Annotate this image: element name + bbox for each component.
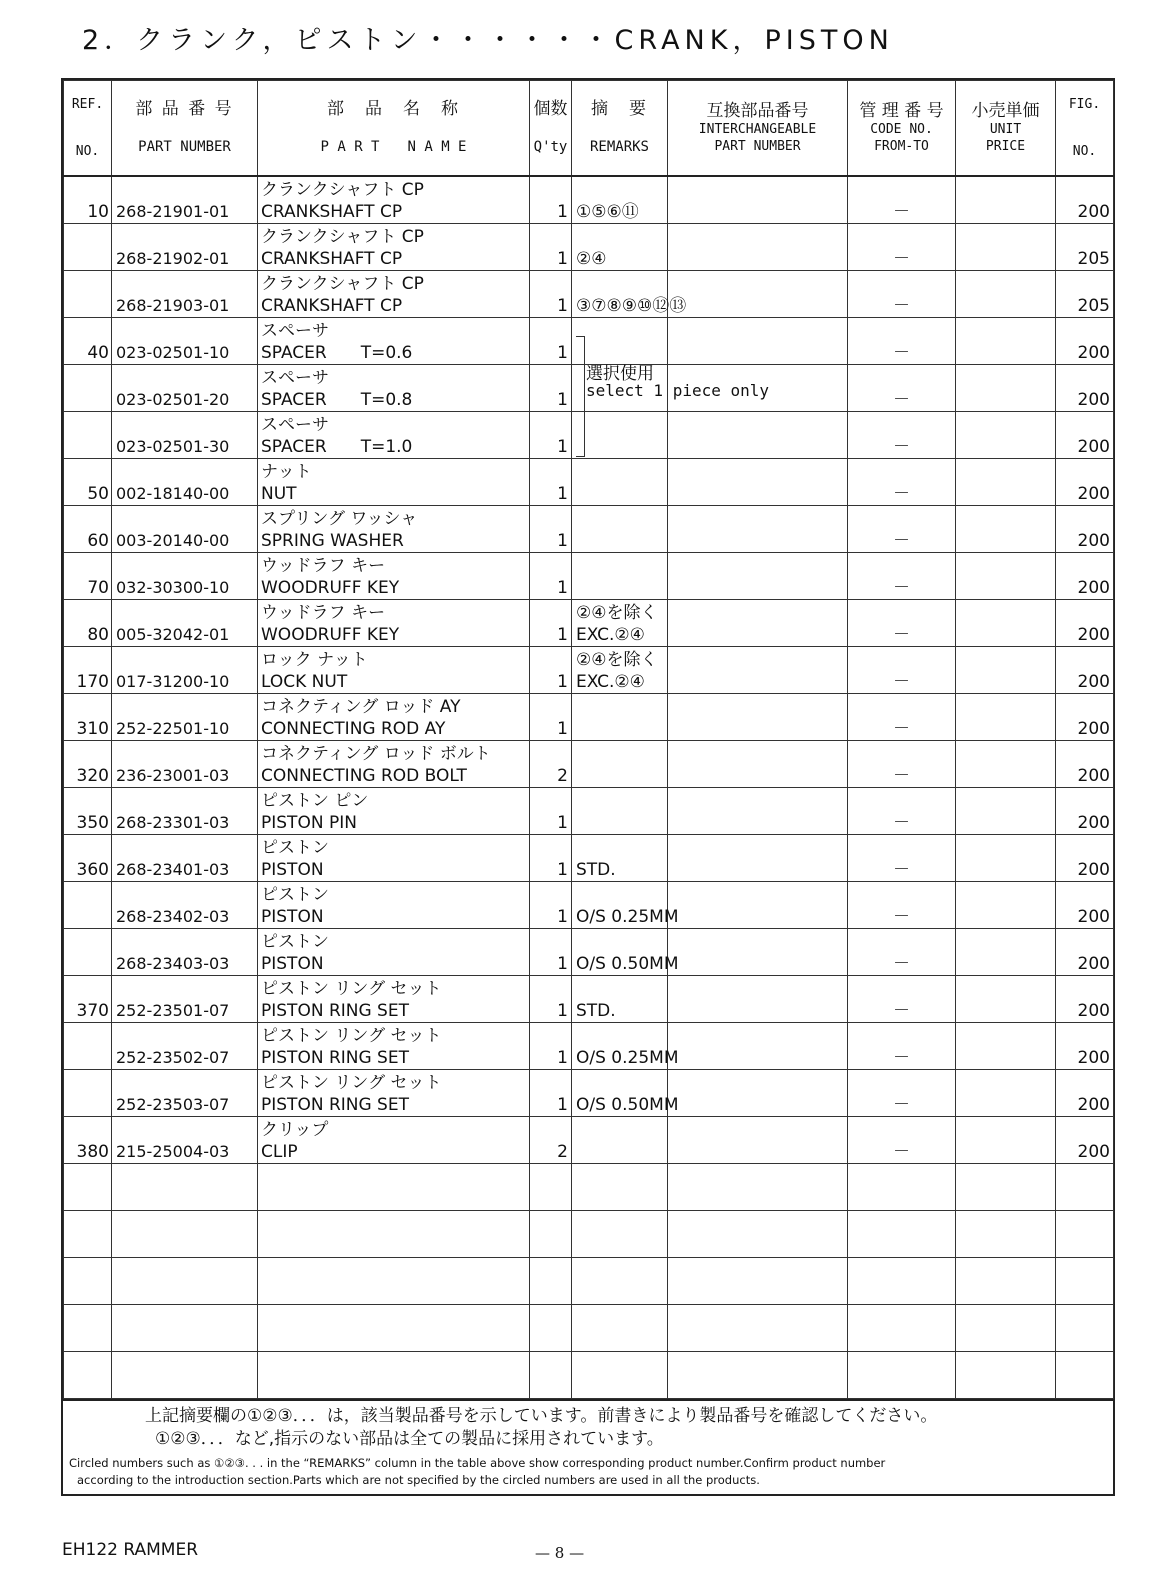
part-name-cell: スペーサ SPACER T=0.8 — [258, 365, 530, 412]
price-cell — [956, 318, 1056, 365]
part-number-cell: 005-32042-01 — [112, 600, 258, 647]
part-name-cell: ナット NUT — [258, 459, 530, 506]
ref-cell: 50 — [64, 459, 112, 506]
table-row — [64, 882, 1114, 929]
fig-cell: 200 — [1056, 412, 1114, 459]
interchangeable-cell — [668, 694, 848, 741]
empty-cell — [956, 1305, 1056, 1352]
empty-cell — [530, 1211, 572, 1258]
empty-cell — [956, 1352, 1056, 1399]
part-name-cell: ピストン ピン PISTON PIN — [258, 788, 530, 835]
price-cell — [956, 553, 1056, 600]
table-row — [64, 647, 1114, 694]
remarks-cell: O/S 0.50MM — [572, 1070, 668, 1117]
page-title: 2．クランク，ピストン・・・・・・CRANK，PISTON — [82, 25, 894, 56]
empty-cell — [64, 1211, 112, 1258]
interchangeable-cell — [668, 647, 848, 694]
empty-cell — [530, 1305, 572, 1352]
remarks-cell — [572, 694, 668, 741]
empty-cell — [572, 1164, 668, 1211]
empty-cell — [258, 1164, 530, 1211]
fig-cell: 205 — [1056, 271, 1114, 318]
fig-cell: 200 — [1056, 1117, 1114, 1164]
part-number-cell: 003-20140-00 — [112, 506, 258, 553]
header-qty: 個数 Q'ty — [530, 81, 572, 177]
fig-cell: 200 — [1056, 176, 1114, 224]
remarks-cell — [572, 553, 668, 600]
empty-cell — [668, 1352, 848, 1399]
table-row — [64, 318, 1114, 365]
interchangeable-cell — [668, 224, 848, 271]
table-row — [64, 365, 1114, 412]
qty-cell: 1 — [530, 412, 572, 459]
empty-cell — [848, 1258, 956, 1305]
ref-cell — [64, 882, 112, 929]
qty-cell: 1 — [530, 882, 572, 929]
qty-cell: 1 — [530, 835, 572, 882]
part-number-cell: 017-31200-10 — [112, 647, 258, 694]
header-unit-price: 小売単価 UNIT PRICE — [956, 81, 1056, 177]
qty-cell: 1 — [530, 976, 572, 1023]
empty-cell — [258, 1211, 530, 1258]
part-name-cell: スペーサ SPACER T=1.0 — [258, 412, 530, 459]
fig-cell: 200 — [1056, 741, 1114, 788]
header-interchangeable: 互換部品番号 INTERCHANGEABLE PART NUMBER — [668, 81, 848, 177]
empty-cell — [572, 1211, 668, 1258]
table-row — [64, 788, 1114, 835]
part-number-cell: 268-23401-03 — [112, 835, 258, 882]
remarks-cell: O/S 0.50MM — [572, 929, 668, 976]
fig-cell: 200 — [1056, 365, 1114, 412]
fig-cell: 200 — [1056, 976, 1114, 1023]
ref-cell: 360 — [64, 835, 112, 882]
interchangeable-cell — [668, 1023, 848, 1070]
price-cell — [956, 929, 1056, 976]
table-row — [64, 600, 1114, 647]
part-number-cell: 252-23503-07 — [112, 1070, 258, 1117]
empty-cell — [572, 1305, 668, 1352]
header-part-number: 部 品 番 号 PART NUMBER — [112, 81, 258, 177]
qty-cell: 1 — [530, 365, 572, 412]
ref-cell — [64, 412, 112, 459]
code-cell: － — [848, 318, 956, 365]
empty-cell — [258, 1258, 530, 1305]
remarks-cell — [572, 741, 668, 788]
ref-cell: 370 — [64, 976, 112, 1023]
part-name-cell: ピストン リング セット PISTON RING SET — [258, 1070, 530, 1117]
code-cell: － — [848, 600, 956, 647]
part-name-cell: ウッドラフ キー WOODRUFF KEY — [258, 553, 530, 600]
empty-cell — [956, 1164, 1056, 1211]
part-name-cell: ピストン リング セット PISTON RING SET — [258, 1023, 530, 1070]
page-number: — 8 — — [535, 1544, 585, 1562]
part-number-cell: 268-21901-01 — [112, 176, 258, 224]
fig-cell: 200 — [1056, 788, 1114, 835]
table-row — [64, 224, 1114, 271]
empty-cell — [1056, 1258, 1114, 1305]
ref-cell: 10 — [64, 176, 112, 224]
part-number-cell: 268-21903-01 — [112, 271, 258, 318]
code-cell: － — [848, 1070, 956, 1117]
header-remarks: 摘 要 REMARKS — [572, 81, 668, 177]
empty-cell — [112, 1258, 258, 1305]
code-cell: － — [848, 1117, 956, 1164]
ref-cell: 70 — [64, 553, 112, 600]
interchangeable-cell — [668, 788, 848, 835]
ref-cell: 80 — [64, 600, 112, 647]
ref-cell — [64, 271, 112, 318]
header-ref: REF. NO. — [64, 81, 112, 177]
header-code-no: 管 理 番 号 CODE NO. FROM-TO — [848, 81, 956, 177]
spacer-note-en: select 1 piece only — [586, 381, 770, 400]
part-number-cell: 023-02501-10 — [112, 318, 258, 365]
table-row — [64, 835, 1114, 882]
table-row — [64, 741, 1114, 788]
parts-table — [63, 80, 1114, 1399]
table-row — [64, 459, 1114, 506]
part-number-cell: 268-23301-03 — [112, 788, 258, 835]
part-name-cell: スペーサ SPACER T=0.6 — [258, 318, 530, 365]
qty-cell: 1 — [530, 553, 572, 600]
qty-cell: 1 — [530, 1023, 572, 1070]
part-number-cell: 002-18140-00 — [112, 459, 258, 506]
table-row — [64, 271, 1114, 318]
empty-cell — [258, 1305, 530, 1352]
table-row — [64, 694, 1114, 741]
code-cell: － — [848, 741, 956, 788]
ref-cell — [64, 365, 112, 412]
part-number-cell: 023-02501-30 — [112, 412, 258, 459]
fig-cell: 200 — [1056, 882, 1114, 929]
code-cell: － — [848, 788, 956, 835]
remarks-cell — [572, 506, 668, 553]
table-row — [64, 176, 1114, 224]
remarks-cell — [572, 364, 770, 412]
empty-cell — [112, 1352, 258, 1399]
interchangeable-cell — [668, 318, 848, 365]
price-cell — [956, 1117, 1056, 1164]
empty-row — [64, 1352, 1114, 1399]
remarks-cell: STD. — [572, 976, 668, 1023]
empty-row — [64, 1164, 1114, 1211]
price-cell — [956, 694, 1056, 741]
interchangeable-cell — [668, 882, 848, 929]
empty-cell — [1056, 1211, 1114, 1258]
price-cell — [956, 741, 1056, 788]
part-number-cell: 268-23403-03 — [112, 929, 258, 976]
interchangeable-cell — [668, 553, 848, 600]
price-cell — [956, 459, 1056, 506]
parts-table-frame — [61, 78, 1115, 1496]
code-cell: － — [848, 976, 956, 1023]
qty-cell: 1 — [530, 647, 572, 694]
interchangeable-cell — [668, 412, 848, 459]
ref-cell: 40 — [64, 318, 112, 365]
price-cell — [956, 835, 1056, 882]
code-cell: － — [848, 176, 956, 224]
part-number-cell: 032-30300-10 — [112, 553, 258, 600]
part-name-cell: クランクシャフト CP CRANKSHAFT CP — [258, 271, 530, 318]
qty-cell: 1 — [530, 271, 572, 318]
qty-cell: 1 — [530, 929, 572, 976]
table-row — [64, 1117, 1114, 1164]
part-name-cell: ピストン PISTON — [258, 882, 530, 929]
part-name-cell: ロック ナット LOCK NUT — [258, 647, 530, 694]
code-cell: － — [848, 271, 956, 318]
empty-cell — [848, 1164, 956, 1211]
fig-cell: 200 — [1056, 835, 1114, 882]
part-name-cell: クリップ CLIP — [258, 1117, 530, 1164]
ref-cell — [64, 1070, 112, 1117]
spacer-note-ja: 選択使用 — [586, 364, 654, 384]
ref-cell — [64, 1023, 112, 1070]
remarks-cell — [572, 318, 668, 365]
remarks-cell: ②④を除く EXC.②④ — [572, 600, 668, 647]
header-part-name: 部 品 名 称 P A R T N A M E — [258, 81, 530, 177]
price-cell — [956, 506, 1056, 553]
code-cell: － — [848, 365, 956, 412]
interchangeable-cell — [668, 600, 848, 647]
empty-cell — [848, 1352, 956, 1399]
part-number-cell: 268-21902-01 — [112, 224, 258, 271]
empty-cell — [668, 1211, 848, 1258]
code-cell: － — [848, 1023, 956, 1070]
empty-cell — [668, 1258, 848, 1305]
empty-cell — [572, 1352, 668, 1399]
interchangeable-cell — [668, 976, 848, 1023]
part-number-cell: 252-23501-07 — [112, 976, 258, 1023]
remarks-cell: ②④ — [572, 224, 668, 271]
empty-row — [64, 1258, 1114, 1305]
empty-cell — [572, 1258, 668, 1305]
empty-cell — [64, 1352, 112, 1399]
code-cell: － — [848, 835, 956, 882]
empty-cell — [668, 1305, 848, 1352]
code-cell: － — [848, 412, 956, 459]
empty-cell — [112, 1211, 258, 1258]
code-cell: － — [848, 647, 956, 694]
footer-note-en-2: according to the introduction section.Parts which are not specified by the circled numbers are used in all the products. — [77, 1473, 760, 1487]
interchangeable-cell — [668, 1070, 848, 1117]
qty-cell: 1 — [530, 694, 572, 741]
table-body — [64, 176, 1114, 1399]
ref-cell: 350 — [64, 788, 112, 835]
remarks-cell — [572, 412, 668, 459]
remarks-cell — [572, 1117, 668, 1164]
part-number-cell: 215-25004-03 — [112, 1117, 258, 1164]
fig-cell: 200 — [1056, 553, 1114, 600]
qty-cell: 1 — [530, 788, 572, 835]
price-cell — [956, 412, 1056, 459]
ref-cell — [64, 929, 112, 976]
fig-cell: 200 — [1056, 929, 1114, 976]
fig-cell: 200 — [1056, 506, 1114, 553]
part-name-cell: コネクティング ロッド AY CONNECTING ROD AY — [258, 694, 530, 741]
empty-cell — [112, 1305, 258, 1352]
remarks-cell: ①⑤⑥⑪ — [572, 176, 668, 224]
code-cell: － — [848, 459, 956, 506]
fig-cell: 200 — [1056, 1023, 1114, 1070]
fig-cell: 205 — [1056, 224, 1114, 271]
table-row — [64, 1070, 1114, 1117]
ref-cell: 310 — [64, 694, 112, 741]
remarks-cell — [572, 788, 668, 835]
empty-cell — [530, 1164, 572, 1211]
table-row — [64, 976, 1114, 1023]
remarks-cell: O/S 0.25MM — [572, 1023, 668, 1070]
empty-cell — [64, 1305, 112, 1352]
qty-cell: 1 — [530, 224, 572, 271]
qty-cell: 2 — [530, 741, 572, 788]
table-row — [64, 929, 1114, 976]
footer-note-en-1: Circled numbers such as ①②③. . . in the “REMARKS” column in the table above show corresponding product number.Confirm product number — [69, 1456, 886, 1470]
header-fig-no: FIG. NO. — [1056, 81, 1114, 177]
qty-cell: 1 — [530, 459, 572, 506]
fig-cell: 200 — [1056, 694, 1114, 741]
price-cell — [956, 647, 1056, 694]
empty-cell — [848, 1211, 956, 1258]
remarks-cell: O/S 0.25MM — [572, 882, 668, 929]
part-name-cell: スプリング ワッシャ SPRING WASHER — [258, 506, 530, 553]
table-row — [64, 553, 1114, 600]
empty-row — [64, 1211, 1114, 1258]
price-cell — [956, 1070, 1056, 1117]
table-row — [64, 506, 1114, 553]
model-name: EH122 RAMMER — [62, 1540, 199, 1560]
ref-cell: 60 — [64, 506, 112, 553]
part-number-cell: 268-23402-03 — [112, 882, 258, 929]
part-number-cell: 252-22501-10 — [112, 694, 258, 741]
part-name-cell: ピストン PISTON — [258, 835, 530, 882]
spacer-group-bracket — [576, 336, 585, 457]
price-cell — [956, 882, 1056, 929]
part-name-cell: クランクシャフト CP CRANKSHAFT CP — [258, 224, 530, 271]
code-cell: － — [848, 694, 956, 741]
interchangeable-cell — [668, 271, 848, 318]
part-name-cell: ピストン リング セット PISTON RING SET — [258, 976, 530, 1023]
remarks-cell — [572, 459, 668, 506]
qty-cell: 1 — [530, 176, 572, 224]
price-cell — [956, 365, 1056, 412]
table-header-row — [64, 81, 1114, 177]
interchangeable-cell — [668, 835, 848, 882]
price-cell — [956, 600, 1056, 647]
part-number-cell: 236-23001-03 — [112, 741, 258, 788]
fig-cell: 200 — [1056, 1070, 1114, 1117]
ref-cell: 320 — [64, 741, 112, 788]
empty-cell — [64, 1258, 112, 1305]
fig-cell: 200 — [1056, 318, 1114, 365]
code-cell: － — [848, 553, 956, 600]
price-cell — [956, 224, 1056, 271]
empty-cell — [848, 1305, 956, 1352]
qty-cell: 2 — [530, 1117, 572, 1164]
part-number-cell: 023-02501-20 — [112, 365, 258, 412]
interchangeable-cell — [668, 1117, 848, 1164]
fig-cell: 200 — [1056, 600, 1114, 647]
qty-cell: 1 — [530, 600, 572, 647]
footer-note-ja-1: 上記摘要欄の①②③．．．は，該当製品番号を示しています。前書きにより製品番号を確認してください。 — [145, 1406, 938, 1426]
empty-row — [64, 1305, 1114, 1352]
footer-note-ja-2: ①②③．．．など,指示のない部品は全ての製品に採用されています。 — [155, 1429, 664, 1449]
price-cell — [956, 788, 1056, 835]
interchangeable-cell — [668, 176, 848, 224]
price-cell — [956, 1023, 1056, 1070]
qty-cell: 1 — [530, 506, 572, 553]
footer-note — [63, 1399, 1113, 1494]
empty-cell — [1056, 1164, 1114, 1211]
qty-cell: 1 — [530, 1070, 572, 1117]
part-number-cell: 252-23502-07 — [112, 1023, 258, 1070]
fig-cell: 200 — [1056, 459, 1114, 506]
remarks-cell: ③⑦⑧⑨⑩⑫⑬ — [572, 271, 668, 318]
ref-cell: 380 — [64, 1117, 112, 1164]
remarks-cell: ②④を除く EXC.②④ — [572, 647, 668, 694]
empty-cell — [956, 1211, 1056, 1258]
table-row — [64, 1023, 1114, 1070]
empty-cell — [668, 1164, 848, 1211]
interchangeable-cell — [668, 741, 848, 788]
fig-cell: 200 — [1056, 647, 1114, 694]
table-row — [64, 412, 1114, 459]
code-cell: － — [848, 929, 956, 976]
empty-cell — [258, 1352, 530, 1399]
interchangeable-cell — [668, 506, 848, 553]
empty-cell — [956, 1258, 1056, 1305]
code-cell: － — [848, 224, 956, 271]
part-name-cell: コネクティング ロッド ボルト CONNECTING ROD BOLT — [258, 741, 530, 788]
part-name-cell: ピストン PISTON — [258, 929, 530, 976]
empty-cell — [1056, 1352, 1114, 1399]
empty-cell — [112, 1164, 258, 1211]
part-name-cell: クランクシャフト CP CRANKSHAFT CP — [258, 176, 530, 224]
remarks-cell: STD. — [572, 835, 668, 882]
ref-cell — [64, 224, 112, 271]
code-cell: － — [848, 506, 956, 553]
empty-cell — [530, 1352, 572, 1399]
price-cell — [956, 271, 1056, 318]
empty-cell — [64, 1164, 112, 1211]
price-cell — [956, 976, 1056, 1023]
empty-cell — [530, 1258, 572, 1305]
interchangeable-cell — [668, 929, 848, 976]
part-name-cell: ウッドラフ キー WOODRUFF KEY — [258, 600, 530, 647]
empty-cell — [1056, 1305, 1114, 1352]
ref-cell: 170 — [64, 647, 112, 694]
price-cell — [956, 176, 1056, 224]
code-cell: － — [848, 882, 956, 929]
qty-cell: 1 — [530, 318, 572, 365]
interchangeable-cell — [668, 459, 848, 506]
